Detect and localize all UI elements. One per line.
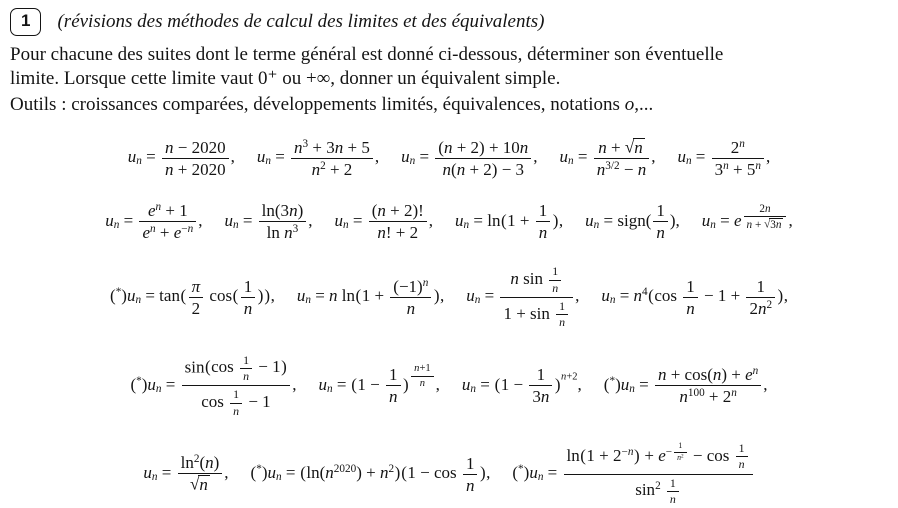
formula: $u_n$ = $\frac{2^n}{3^n + 5^n}$ , [677, 137, 771, 179]
formula-row-1 [9, 137, 889, 181]
formula: $u_n$ = $\frac{\ln(3n)}{\ln n^3}$ , [224, 201, 313, 243]
formula: $u_n$ = $\frac{e^n + 1}{e^n + e^{-n}}$ , [105, 201, 203, 243]
tools-text: Outils : croissances comparées, développements limités, équivalences, notations [10, 93, 625, 115]
formula: $u_n$ = $\frac{(n + 2) + 10n}{n(n + 2) - 3}$ , [401, 137, 538, 179]
formula-row-4 [9, 352, 889, 420]
exercise-header [10, 8, 889, 36]
formula: $(^*)u_n = (\ln(n^{2020}) + n^2)(1 - \cos$ $\frac{1}{n}$ ), [250, 453, 491, 495]
formula: $(^*)u_n$ = sin(cos $\frac{1}{n}$ − 1) cos $\frac{1}{n}$ − 1 , [130, 375, 296, 394]
formula: $u_n$ = $\frac{n - 2020}{n + 2020}$ , [127, 137, 235, 179]
formula: $u_n = n^4(\cos$ $\frac{1}{n}$ − 1 + $\frac{1}{2n^2}$ ), [601, 276, 788, 318]
formula: $(^*)u_n = \tan$( $\frac{\pi}{2}$ cos( $\frac{1}{n}$ )), [110, 276, 275, 318]
instructions-line-2: limite. Lorsque cette limite vaut 0⁺ ou +∞, donner un équivalent simple. [10, 67, 561, 89]
formula: $u_n = n$ ln(1 + $\frac{(-1)^n}{n}$ ), [296, 276, 445, 318]
formula-row-2 [9, 200, 889, 243]
exercise-instructions [10, 43, 889, 91]
formula: $u_n$ = $\frac{n^3 + 3n + 5}{n^2 + 2}$ , [256, 137, 380, 179]
exercise-number-badge: 1 [10, 8, 41, 36]
tools-notation-o: o [624, 93, 635, 115]
tools-note [10, 93, 889, 117]
formula: $u_n = (1$ − $\frac{1}{3n}$ )$^{n+2}$, [461, 365, 582, 407]
formula: $u_n = e$ $^{\frac{2n}{n + √3n}}$ , [701, 202, 793, 232]
formula: $u_n$ = $\frac{\ln^2(n)}{√n}$ , [143, 453, 229, 495]
formula: $u_n = (1$ − $\frac{1}{n}$ ) $^{\frac{n+1}{n}}$ , [318, 363, 440, 407]
formula-row-5 [9, 440, 889, 508]
formula: $u_n$ = $\frac{(n + 2)!}{n! + 2}$ , [334, 201, 434, 243]
instructions-line-1: Pour chacune des suites dont le terme général est donné ci-dessous, déterminer son éventuelle [10, 43, 724, 65]
formula-row-3 [9, 263, 889, 331]
formula: $(^*)u_n$ = $\frac{n + \cos(n) + e^n}{n^{100} + 2^n}$ , [603, 365, 768, 407]
formula: $(^*)u_n$ = $\ln(1 + 2^{-n}) + e^{- \frac{1}{n^2}}$ − cos $\frac{1}{n}$ $\sin^2$ $\frac{1}{n}$ [512, 463, 754, 482]
formula: $u_n$ = $\frac{n + √n}{n^{3/2} - n}$ , [559, 136, 656, 180]
exercise-subtitle: (révisions des méthodes de calcul des limites et des équivalents) [57, 10, 545, 32]
formula: $u_n$ = n sin $\frac{1}{n}$ 1 + sin $\frac{1}{n}$ , [466, 286, 579, 305]
formula: $u_n$ = sign( $\frac{1}{n}$ ), [585, 201, 680, 243]
formula: $u_n = \ln(1$ + $\frac{1}{n}$ ), [455, 201, 564, 243]
tools-text-end: ,... [634, 93, 654, 115]
